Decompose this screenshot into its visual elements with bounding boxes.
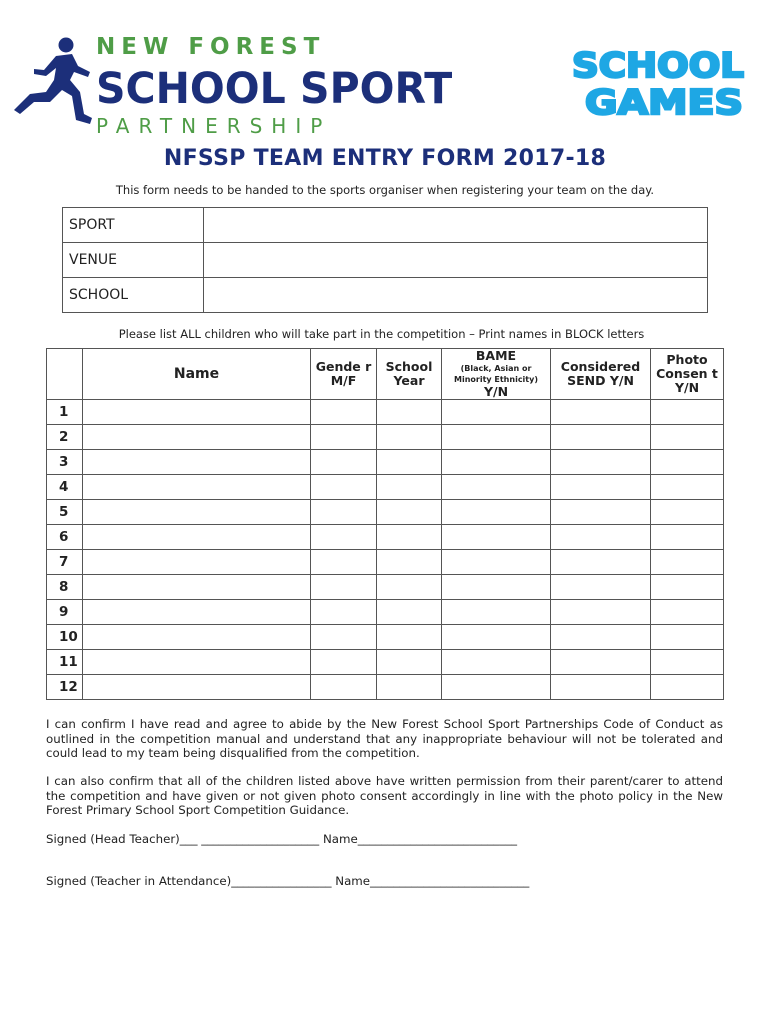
number-header: [47, 349, 83, 400]
gender-cell[interactable]: [311, 525, 377, 550]
table-row: [47, 650, 724, 675]
name-cell[interactable]: [83, 450, 311, 475]
table-row: [47, 450, 724, 475]
send-cell[interactable]: [551, 450, 651, 475]
gender-cell[interactable]: [311, 675, 377, 700]
gender-cell[interactable]: [311, 425, 377, 450]
send-cell[interactable]: [551, 550, 651, 575]
logo-line-partnership: PARTNERSHIP: [96, 114, 332, 138]
bame-cell[interactable]: [442, 525, 551, 550]
name-cell[interactable]: [83, 475, 311, 500]
send-cell[interactable]: [551, 425, 651, 450]
code-of-conduct-text: I can confirm I have read and agree to abide by the New Forest School Sport Partnerships Code of Conduct as outlined in the competition manual and understand that any inappropriate behaviour will not be tolerated and could lead to my team being disqualified from the competition.: [46, 717, 723, 761]
row-number: 12: [47, 675, 83, 700]
photo-consent-cell[interactable]: [651, 475, 724, 500]
school-row: [63, 278, 708, 313]
games-logo-line2: GAMES: [585, 83, 743, 120]
bame-cell[interactable]: [442, 425, 551, 450]
photo-consent-cell[interactable]: [651, 675, 724, 700]
gender-cell[interactable]: [311, 625, 377, 650]
name-cell[interactable]: [83, 600, 311, 625]
table-row: [47, 550, 724, 575]
header-row: [47, 349, 724, 400]
row-number: 3: [47, 450, 83, 475]
logo-line-school-sport: SCHOOL SPORT: [96, 63, 453, 114]
school-year-cell[interactable]: [377, 475, 442, 500]
name-cell[interactable]: [83, 650, 311, 675]
sport-row: [63, 208, 708, 243]
photo-consent-header: Photo Consen t Y/N: [651, 349, 724, 400]
school-field[interactable]: [204, 278, 708, 313]
intro-text: This form needs to be handed to the sports organiser when registering your team on the day.: [115, 183, 655, 197]
send-cell[interactable]: [551, 500, 651, 525]
photo-consent-cell[interactable]: [651, 400, 724, 425]
photo-consent-cell[interactable]: [651, 600, 724, 625]
photo-consent-cell[interactable]: [651, 550, 724, 575]
school-year-cell[interactable]: [377, 525, 442, 550]
runner-logo-icon: [12, 36, 94, 130]
photo-consent-cell[interactable]: [651, 650, 724, 675]
bame-header: [442, 349, 551, 400]
row-number: 7: [47, 550, 83, 575]
send-cell[interactable]: [551, 525, 651, 550]
send-cell[interactable]: [551, 675, 651, 700]
school-year-cell[interactable]: [377, 450, 442, 475]
gender-cell[interactable]: [311, 400, 377, 425]
name-cell[interactable]: [83, 400, 311, 425]
photo-consent-cell[interactable]: [651, 625, 724, 650]
school-games-logo: [568, 44, 748, 120]
name-cell[interactable]: [83, 500, 311, 525]
logo-line-new-forest: NEW FOREST: [96, 34, 326, 60]
name-header: Name: [83, 349, 311, 400]
name-cell[interactable]: [83, 675, 311, 700]
bame-yn: Y/N: [483, 384, 509, 399]
table-row: [47, 525, 724, 550]
school-label: SCHOOL: [63, 278, 204, 313]
school-year-cell[interactable]: [377, 600, 442, 625]
photo-consent-text: I can also confirm that all of the children listed above have written permission from their parent/carer to attend the competition and have given or not given photo consent accordingly in line with the photo policy in the New Forest Primary School Sport Competition Guidance.: [46, 774, 723, 818]
table-row: [47, 425, 724, 450]
table-row: [47, 475, 724, 500]
school-year-cell[interactable]: [377, 675, 442, 700]
send-cell[interactable]: [551, 400, 651, 425]
photo-consent-cell[interactable]: [651, 450, 724, 475]
school-year-cell[interactable]: [377, 425, 442, 450]
school-year-header: School Year: [377, 349, 442, 400]
bame-cell[interactable]: [442, 650, 551, 675]
name-cell[interactable]: [83, 425, 311, 450]
gender-cell[interactable]: [311, 600, 377, 625]
school-year-cell[interactable]: [377, 575, 442, 600]
bame-cell[interactable]: [442, 400, 551, 425]
instruction-text: Please list ALL children who will take part in the competition – Print names in BLOCK letters: [118, 327, 645, 341]
table-row: [47, 500, 724, 525]
venue-field[interactable]: [204, 243, 708, 278]
table-row: [47, 575, 724, 600]
name-cell[interactable]: [83, 550, 311, 575]
bame-cell[interactable]: [442, 675, 551, 700]
page-title: NFSSP TEAM ENTRY FORM 2017-18: [163, 146, 607, 171]
bame-cell[interactable]: [442, 450, 551, 475]
row-number: 1: [47, 400, 83, 425]
school-year-cell[interactable]: [377, 650, 442, 675]
gender-header: Gende r M/F: [311, 349, 377, 400]
send-cell[interactable]: [551, 600, 651, 625]
team-info-table: [62, 207, 708, 313]
bame-cell[interactable]: [442, 600, 551, 625]
school-year-cell[interactable]: [377, 625, 442, 650]
row-number: 6: [47, 525, 83, 550]
send-cell[interactable]: [551, 575, 651, 600]
games-logo-line1: SCHOOL: [572, 46, 744, 86]
school-year-cell[interactable]: [377, 500, 442, 525]
gender-cell[interactable]: [311, 475, 377, 500]
gender-cell[interactable]: [311, 450, 377, 475]
send-header: Considered SEND Y/N: [551, 349, 651, 400]
gender-cell[interactable]: [311, 500, 377, 525]
head-teacher-signature-line[interactable]: Signed (Head Teacher)___ ____________________ Name___________________________: [46, 832, 518, 846]
photo-consent-cell[interactable]: [651, 525, 724, 550]
photo-consent-cell[interactable]: [651, 500, 724, 525]
nfssp-logo: [96, 34, 452, 138]
photo-consent-cell[interactable]: [651, 425, 724, 450]
table-row: [47, 400, 724, 425]
venue-row: [63, 243, 708, 278]
send-cell[interactable]: [551, 475, 651, 500]
school-year-cell[interactable]: [377, 400, 442, 425]
sport-label: SPORT: [63, 208, 204, 243]
row-number: 2: [47, 425, 83, 450]
children-rows: [47, 400, 724, 700]
sport-field[interactable]: [204, 208, 708, 243]
table-row: [47, 675, 724, 700]
bame-cell[interactable]: [442, 625, 551, 650]
row-number: 10: [47, 625, 83, 650]
bame-cell[interactable]: [442, 550, 551, 575]
row-number: 8: [47, 575, 83, 600]
name-cell[interactable]: [83, 575, 311, 600]
table-row: [47, 625, 724, 650]
gender-cell[interactable]: [311, 575, 377, 600]
bame-cell[interactable]: [442, 500, 551, 525]
school-year-cell[interactable]: [377, 550, 442, 575]
gender-cell[interactable]: [311, 550, 377, 575]
send-cell[interactable]: [551, 625, 651, 650]
bame-note: (Black, Asian or Minority Ethnicity): [453, 364, 538, 384]
photo-consent-cell[interactable]: [651, 575, 724, 600]
bame-title: BAME: [475, 348, 517, 363]
gender-cell[interactable]: [311, 650, 377, 675]
venue-label: VENUE: [63, 243, 204, 278]
children-table: [46, 348, 724, 700]
table-row: [47, 600, 724, 625]
row-number: 11: [47, 650, 83, 675]
name-cell[interactable]: [83, 525, 311, 550]
bame-cell[interactable]: [442, 575, 551, 600]
row-number: 4: [47, 475, 83, 500]
row-number: 5: [47, 500, 83, 525]
bame-cell[interactable]: [442, 475, 551, 500]
send-cell[interactable]: [551, 650, 651, 675]
row-number: 9: [47, 600, 83, 625]
name-cell[interactable]: [83, 625, 311, 650]
teacher-attendance-signature-line[interactable]: Signed (Teacher in Attendance)_________________ Name___________________________: [46, 874, 530, 888]
